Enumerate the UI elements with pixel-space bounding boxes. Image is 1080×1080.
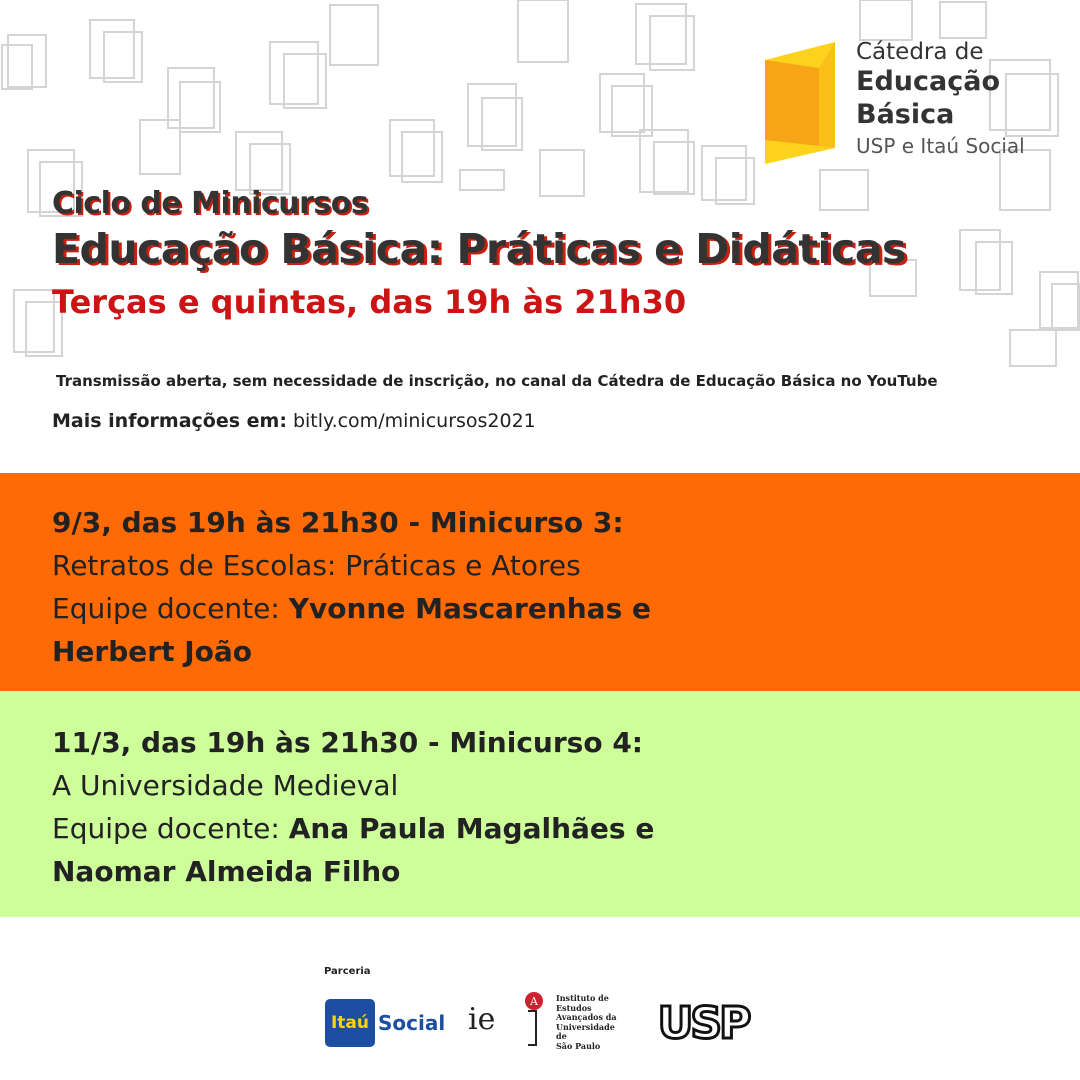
logo-line-4: USP e Itaú Social — [856, 133, 1025, 158]
logo-line-2: Educação — [856, 66, 1000, 98]
course-heading-text: 11/3, das 19h às 21h30 - Minicurso 4: — [52, 726, 644, 759]
course-heading — [52, 501, 1080, 544]
course-heading-text: 9/3, das 19h às 21h30 - Minicurso 3: — [52, 506, 624, 539]
iea-line: Estudos — [556, 1002, 592, 1013]
iea-line: Universidade de — [556, 1021, 615, 1041]
more-info — [52, 410, 536, 432]
team-names-2: Naomar Almeida Filho — [52, 855, 401, 888]
team-names: Yvonne Mascarenhas e — [288, 592, 651, 625]
iea-logo — [468, 992, 628, 1052]
iea-line: Avançados da — [556, 1012, 617, 1022]
logo-line-1: Cátedra de — [856, 39, 984, 65]
iea-bracket — [528, 1010, 537, 1046]
title-block — [52, 186, 906, 321]
team-names-2: Herbert João — [52, 635, 252, 668]
course-team — [52, 807, 1080, 850]
iea-text — [556, 994, 628, 1051]
course-title: Retratos de Escolas: Práticas e Atores — [52, 549, 581, 582]
course-team-continued — [52, 630, 1080, 673]
catedra-logo-icon — [765, 42, 845, 164]
catedra-logo-text — [856, 40, 1025, 157]
course-team-continued — [52, 850, 1080, 893]
more-info-label: Mais informações em: — [52, 410, 287, 432]
course-heading — [52, 721, 1080, 764]
course-title: A Universidade Medieval — [52, 769, 399, 802]
iea-circle: A — [525, 992, 543, 1010]
schedule-text: Terças e quintas, das 19h às 21h30 — [52, 283, 687, 321]
main-title: Educação Básica: Práticas e Didáticas — [52, 225, 906, 273]
course-band-2 — [0, 691, 1080, 917]
itau-social-logo — [325, 998, 445, 1048]
team-names: Ana Paula Magalhães e — [288, 812, 655, 845]
usp-logo — [648, 998, 758, 1044]
cycle-title: Ciclo de Minicursos — [52, 186, 369, 221]
itau-social-word: Social — [378, 1011, 446, 1035]
itau-box: Itaú — [325, 999, 375, 1047]
iea-line: São Paulo — [556, 1040, 601, 1051]
team-label: Equipe docente: — [52, 592, 280, 625]
transmission-note: Transmissão aberta, sem necessidade de inscrição, no canal da Cátedra de Educação Básica no YouTube — [56, 372, 938, 390]
partners-label: Parceria — [324, 966, 371, 977]
more-info-link[interactable]: bitly.com/minicursos2021 — [292, 410, 536, 432]
logo-line-3: Básica — [856, 98, 955, 130]
team-label: Equipe docente: — [52, 812, 280, 845]
iea-line: Instituto de — [556, 993, 609, 1003]
usp-logo-text: USP — [657, 998, 749, 1044]
iea-mark: ie — [468, 1002, 496, 1037]
course-band-1 — [0, 473, 1080, 691]
course-team — [52, 587, 1080, 630]
